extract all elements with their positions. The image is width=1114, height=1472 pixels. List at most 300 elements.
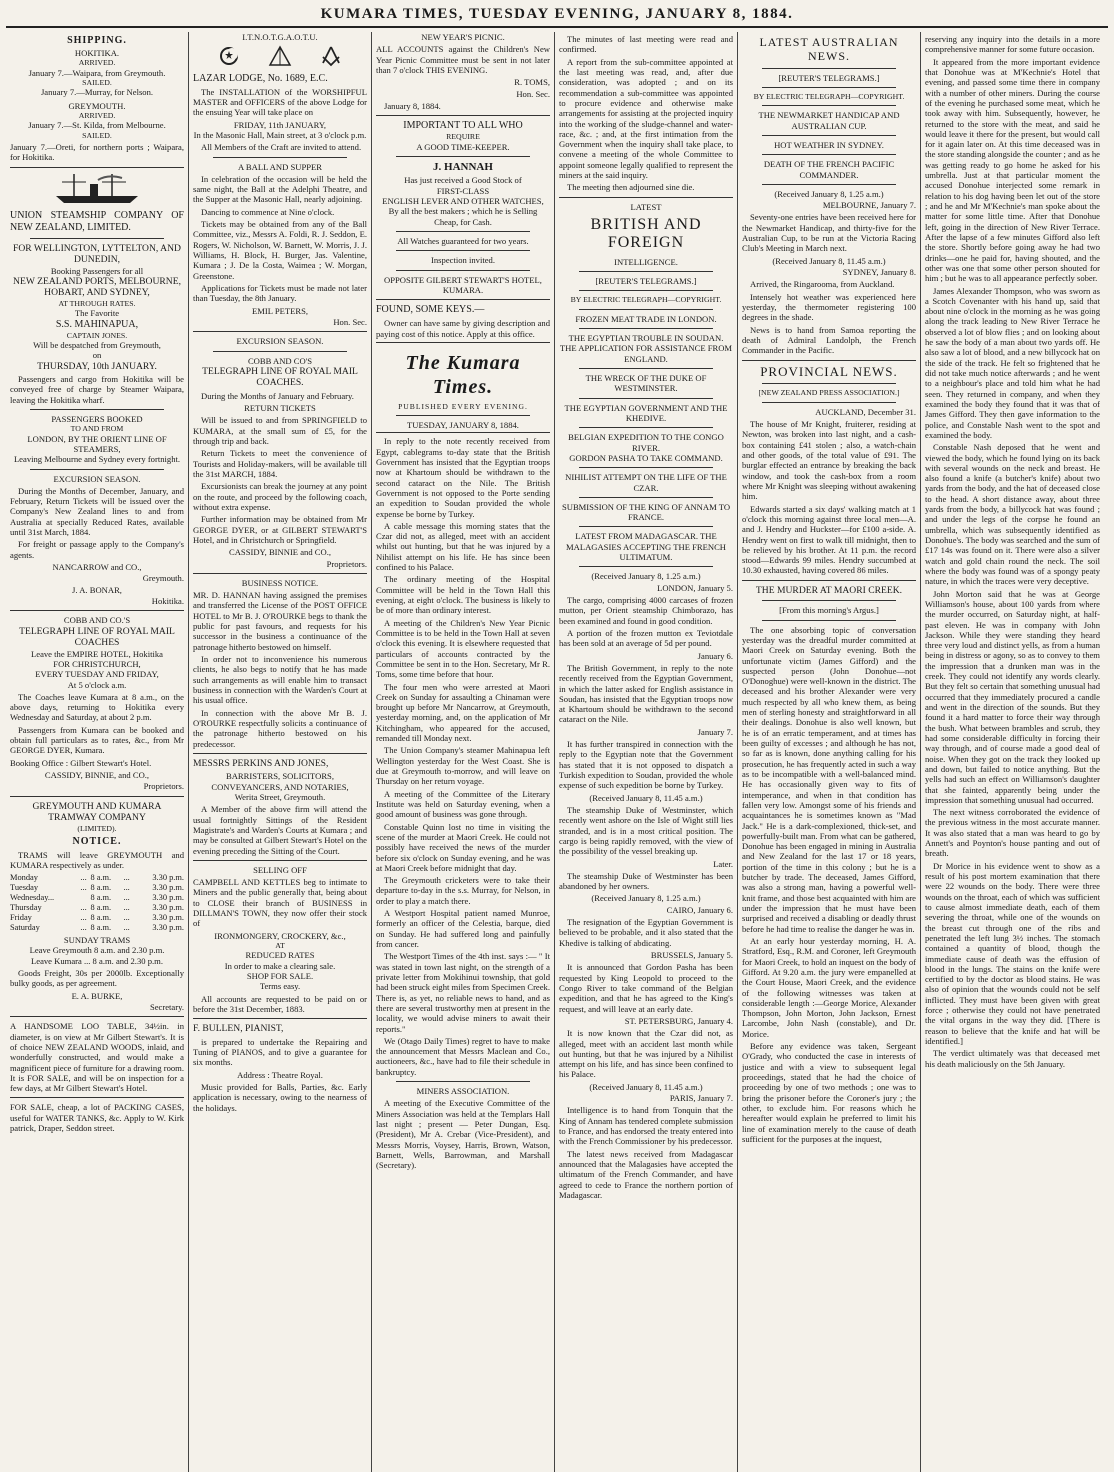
divider [762,383,896,384]
divider [30,238,164,239]
passengers-heading: PASSENGERS BOOKED [51,413,143,424]
tram-row [10,883,184,893]
divider [579,368,713,369]
square-compass-icon [320,45,342,69]
hokitika-sailed: January 7.—Murray, for Nelson. [40,87,154,98]
provincial-heading: PROVINCIAL NEWS. [760,363,898,379]
divider [762,620,896,621]
sailed-label: SAILED. [82,77,112,87]
return-text-3: Excursionists can break the journey at any point on the route, and proceed by the following coach, without extra expense. [193,481,367,512]
excursion-text: During the Months of December, January, and February, Return Tickets will be issued over the Company's New Zealand lines to and from Australia at specially Reduced Rates, available until 31st March, 1884. [10,485,184,538]
divider [579,271,713,272]
pyramid-icon [268,45,292,69]
divider [579,309,713,310]
headline-5: THE EGYPTIAN GOVERNMENT AND THE KHEDIVE. [564,402,728,423]
tram-cell: 3.30 p.m. [152,902,184,912]
editorial-4: A meeting of the Children's New Year Picnic Committee is to be held in the Town Hall at seven o'clock this evening. It is elsewhere requested that particulars of accounts contracted by the Committee be sent in to the Hon. Secretary, Mr R. Toms, some time before that hour. [376,617,550,680]
cassidy-proprietors: Proprietors. [326,558,367,569]
news-4: It has further transpired in connection with the reply to the Egyptian note that the Government has stated that it is not opposed to dispatch a Turkish expedition to Soudan, provided the whole expense of such expedition be borne by Turkey. [559,739,733,791]
editorial-11: The Westport Times of the 4th inst. says :— " It was stated in town last night, on the strength of a private letter from Mokihinui township, that gold had been struck eight miles from Specimen Creek. There is, as yet, no reliable news to hand, and as there are several trustworthy men at present in the locality, we would advise miners to await their reports." [376,951,550,1034]
aus-news-3: Intensely hot weather was experienced here yesterday, the thermometer registering 100 degrees in the shade. [742,291,916,323]
return-text-1: Will be issued to and from SPRINGFIELD to KUMARA, at the small sum of £5, for the through trip and back. [193,415,367,447]
divider [396,415,530,416]
headline-3: THE APPLICATION FOR ASSISTANCE FROM ENGLAND. [559,343,733,364]
headline-7: GORDON PASHA TO TAKE COMMAND. [569,452,723,463]
aus-news-2: Arrived, the Ringarooma, from Auckland. [750,279,895,290]
divider [762,154,896,155]
perkins-jones-heading: MESSRS PERKINS AND JONES, [193,757,329,769]
column-2 [189,32,372,1472]
dateline-paris: PARIS, January 7. [669,1093,733,1104]
news-11: The latest news received from Madagascar announced that the Malagasies have accepted the ultimatum of the French Commander, and have agreed to cede to France the northern portion of Madagascar. [559,1148,733,1200]
lodge-date: FRIDAY, 11th JANUARY, [233,119,327,130]
editorial-12: We (Otago Daily Times) regret to have to make the announcement that Messrs Maclean and Co., auctioneers, &c., have had to file their schedule in bankruptcy. [376,1035,550,1077]
lodge-place: In the Masonic Hall, Main street, at 3 o'clock p.m. [193,129,367,140]
union-captain: CAPTAIN JONES. [66,330,128,340]
cobb2-heading: COBB AND CO'S [247,355,313,366]
tram-cell: ... [80,912,87,922]
greymouth-arrived: January 7.—St. Kilda, from Melbourne. [28,120,166,131]
divider [762,87,896,88]
sunday-kumara: Leave Kumara ... 8 a.m. and 2.30 p.m. [31,955,163,966]
tram-cell: ... [123,902,130,912]
peters-hon-sec: Hon. Sec. [333,316,367,327]
tram-cell: 3.30 p.m. [152,912,184,922]
dateline-brussels: BRUSSELS, January 5. [650,950,733,960]
return-heading: RETURN TICKETS [244,403,316,414]
business-notice-text-1: MR. D. HANNAN having assigned the premises and transferred the License of the POST OFFICE HOTEL to Mr B. J. O'ROURKE begs to thank the public for past favours, and requests for his successor in the business a continuance of the patronage hitherto bestowed on himself. [193,590,367,652]
tram-row [10,873,184,883]
dateline-st-petersburg: ST. PETERSBURG, January 4. [624,1015,733,1026]
news-9: It is now known that the Czar did not, as alleged, meet with an accident last month while out hunting, but that he was injured by a Nihilist attempt on his life, and has since been confined to his Palace. [559,1028,733,1080]
dateline-jan7: January 7. [697,726,733,737]
loo-table-ad: A HANDSOME LOO TABLE, 34½in. in diameter, is on view at Mr Gilbert Stewart's. It is of choice NEW ZEALAND WOODS, inlaid, and wonderfully constructed, and would make a magnificent piece of furniture for a drawing room. It is FOR SALE, and will be on inspection for a few days, at Mr Gilbert Stewart's Hotel. [10,1021,184,1094]
toms-hon-sec: Hon. Sec. [516,88,550,99]
cobb-line: TELEGRAPH LINE OF ROYAL MAIL COACHES [19,625,175,649]
selling-off-heading: SELLING OFF [253,864,307,875]
murder-cont-2: It appeared from the more important evidence that Donohue was at M'Kechnie's Hotel that evening, and passed some time there in company with a number of other miners. During the course of the evening he purchased some meat, which he took away with him. Subsequently, however, he returned to the store with the meat, and said he would leave it there for the present, but would call for it again later on. At this time deceased was in the store standing alongside the counter ; and as he was getting ready to go home he asked for his umbrella. Just at that particular moment the accused Donohue interjected some remark in relation to his dog having been let out of the store ; and he and Mr M'Kechnie's man spoke about the matter for some little time. After that Donohue left, going in the direction of New River Terrace. After the lapse of a few minutes Gifford also left the store. Shortly before going away he had two drinks—one he paid for, having shouted, and the other was one that some other person shouted for him ; but he was to all appearance perfectly sober. [925,56,1100,284]
tram-cell: 8 a.m. [90,912,112,922]
goods-text: Goods Freight, 30s per 2000lb. Exceptionally bulky goods, as per agreement. [10,968,184,989]
divider [10,167,184,168]
tram-cell: Thursday [10,902,42,912]
aus-received-1: (Received January 8, 1.25 a.m.) [774,188,884,199]
paper-title: The Kumara Times. [405,351,521,398]
aus-headline-1: THE NEWMARKET HANDICAP AND AUSTRALIAN CUP. [758,110,900,131]
editorial-9: The Greymouth cricketers were to take their departure to-day in the s.s. Murray, for Nelson, in order to play a match there. [376,875,550,906]
headline-1: FROZEN MEAT TRADE IN LONDON. [575,313,717,324]
passengers-london: LONDON, BY THE ORIENT LINE OF STEAMERS, [27,433,167,454]
return-text-2: Return Tickets to meet the convenience of Tourists and Holiday-makers, will be available till the 31st MARCH, 1884. [193,448,367,479]
murder-cont-6: The next witness corroborated the evidence of the previous witness in the most accurate manner. It was also stated that a man was heard to go by Annett's and Poynton's house panting and out of breath. [925,807,1100,859]
reuter-label-2: [REUTER'S TELEGRAMS.] [778,72,880,83]
union-text: Passengers and cargo from Hokitika will be conveyed free of charge by Steamer Waipara, leaving the Hokitika wharf. [10,374,184,405]
headline-4: THE WRECK OF THE DUKE OF WESTMINSTER. [585,373,707,394]
union-ports: NEW ZEALAND PORTS, MELBOURNE, HOBART, AND SYDNEY, [13,275,181,299]
peters-sign: EMIL PETERS, [251,305,309,316]
tram-cell: Saturday [10,923,40,933]
tram-cell: 3.30 p.m. [152,872,184,882]
tram-row [10,903,184,913]
ball-heading: A BALL AND SUPPER [238,161,322,172]
divider [30,409,164,410]
bullen-address: Address : Theatre Royal. [237,1069,323,1080]
divider [376,115,550,116]
aus-headline-3: DEATH OF THE FRENCH PACIFIC COMMANDER. [763,159,895,180]
selling-off-accounts: All accounts are requested to be paid on or before the 31st December, 1883. [193,993,367,1014]
divider [579,427,713,428]
lodge-invite: All Members of the Craft are invited to attend. [201,142,362,153]
tram-text: TRAMS will leave GREYMOUTH and KUMARA respectively as under. [10,850,184,871]
ball-tickets: Tickets may be obtained from any of the Ball Committee, viz., Messrs A. Foldi, R. J. Seddon, E. Rogers, W. Nicholson, W. Barnett, W. Morris, J. J. Williams, H. Block, H. Burger, Jas. Valentine, Kumara ; J. De la Costa, Waimea ; W. Morgan, Greenstone. [193,219,367,281]
cobb-at: At 5 o'clock a.m. [67,679,127,690]
union-rates: AT THROUGH RATES. [58,298,136,308]
greymouth-heading: GREYMOUTH. [68,100,126,111]
divider [762,184,896,185]
tram-cell: ... [123,882,130,892]
editorial-3: The ordinary meeting of the Hospital Committee will be held in the Town Hall this evening, at eight o'clock. The business is likely to be of more than ordinary interest. [376,574,550,616]
latest-label: LATEST [630,201,662,212]
divider [579,290,713,291]
divider [10,610,184,611]
selling-off-rates: REDUCED RATES [245,950,315,961]
return-text-4: Further information may be obtained from Mr GEORGE DYER, or at GILBERT STEWART'S Hotel, and in Christchurch or Springfield. [193,514,367,545]
murder-cont-7: Dr Morice in his evidence went to show as a result of his post mortem examination that there were 22 wounds on the body. There were three wounds on the throat, each of which was sufficient to cause almost immediate death, each of them severing the throat, while one of the wounds on the breast cut through one of the ribs and penetrated the left lung 3½ inches. The stomach contained a quantity of blood, though the immediate cause of death was the effusion of blood in the lungs. The stains on the knife were certified to by the doctor as blood stains. He was also of opinion that the wounds could not be self inflicted. They must have been given with great force ; otherwise they could not have penetrated the vital organs in the way they did. [There is reason to believe that the knife and hat will be identified.] [925,860,1100,1046]
aus-received-2: (Received January 8, 11.45 a.m.) [772,255,886,266]
divider [579,328,713,329]
divider [10,1016,184,1017]
received-1: (Received January 8, 1.25 a.m.) [591,571,701,582]
bullen-text: is prepared to undertake the Repairing and Tuning of PIANOS, and to give a guarantee for six months. [193,1036,367,1068]
headline-8: NIHILIST ATTEMPT ON THE LIFE OF THE CZAR. [565,472,727,493]
editorial-6: The Union Company's steamer Mahinapua left Wellington yesterday for the West Coast. She is due at Greymouth to-morrow, and will leave on Thursday on her return voyage. [376,745,550,787]
tram-cell: 3.30 p.m. [152,882,184,892]
divider [579,497,713,498]
union-despatch: Will be despatched from Greymouth, [33,339,161,350]
keys-heading: FOUND, SOME KEYS.— [376,304,485,316]
news-5: The steamship Duke of Westminster, which recently went ashore on the Isle of Wight still lies stranded, and is in a most critical position. The cargo is being rapidly removed, with the view of the possibility of the vessel breaking up. [559,804,733,857]
latest-australian-heading: LATEST AUSTRALIAN NEWS. [759,35,899,63]
divider [559,197,733,198]
copyright-label: BY ELECTRIC TELEGRAPH—COPYRIGHT. [570,295,722,305]
tram-cell: 8 a.m. [90,923,112,933]
hokitika-heading: HOKITIKA. [74,48,120,58]
perkins-jones-text: A Member of the above firm will attend the usual fortnightly Sittings of the Resident Magistrate's and Warden's Courts at Kumara ; and may be consulted at Gilbert Stewart's Hotel on the evening preceding the Sitting of the Court. [193,804,367,856]
received-4: (Received January 8, 11.45 a.m.) [589,1081,703,1092]
divider [193,860,367,861]
hannah-guarantee: All Watches guaranteed for two years. [397,236,529,247]
tram-row [10,893,184,903]
perkins-jones-address: Werita Street, Greymouth. [234,791,326,802]
agent-nancarrow: NANCARROW and CO., [52,562,142,573]
divider [376,299,550,300]
union-title: UNION STEAMSHIP COMPANY OF NEW ZEALAND, LIMITED. [10,209,184,233]
tram-cell: 3.30 p.m. [152,892,184,902]
tram-cell [80,893,90,903]
tram-cell: ... [80,923,87,933]
tram-cell: Friday [10,912,32,922]
aus-news-1: Seventy-one entries have been received here for the Newmarket Handicap, and thirty-five for the Australian Cup, to be run at the Victoria Racing Club's Meeting in March next. [742,212,916,254]
hannah-makers: By all the best makers ; which he is Selling Cheap, for Cash. [388,206,538,227]
editorial-8: Constable Quinn lost no time in visiting the scene of the murder at Maori Creek. He could not possibly have received the news of the murder before six o'clock on Sunday evening, and he was at Maori Creek before midnight that day. [376,821,550,873]
shop-for-sale: SHOP FOR SALE. [246,970,314,981]
minutes-2: A report from the sub-committee appointed at the last meeting was read, and, after due consideration, was adopted ; and on its recommendation a sub-committee was appointed to procure evidence and otherwise make arrangements for assisting at the projected inquiry into the working of the sludge-channel and water-race, &c. ; and, at the first intimation from the Government when the inquiry shall take place, to convene a meeting of the whole Committee to appoint someone legally qualified to represent the miners at the said inquiry. [559,56,733,181]
arrived-label: ARRIVED. [78,58,116,68]
editorial-7: A meeting of the Committee of the Literary Institute was held on Saturday evening, when a good amount of business was gone through. [376,788,550,820]
sunday-heading: SUNDAY TRAMS [63,935,131,946]
dateline-auckland: AUCKLAND, December 31. [815,406,916,417]
divider [193,331,367,332]
prov-news-2: Edwards started a six days' walking match at 1 o'clock this morning against three local men—A. and J. Hendry and Huckster—for £100 a-side. A. Hendry went on first to walk till midnight, then to be relieved by his brother. At 11 p.m. the record stood—Edwards 99 miles. Hendry succumbed at 10.30 exhausted, having covered 86 miles. [742,503,916,576]
agent-bonar-town: Hokitika. [151,595,184,606]
hannah-inspection: Inspection invited. [431,255,495,266]
selling-off-order: In order to make a clearing sale. [224,960,336,971]
news-1: The cargo, comprising 4000 carcases of frozen mutton, per Orient steamship Chimborazo, has been examined and found in good condition. [559,595,733,626]
picnic-text: ALL ACCOUNTS against the Children's New Year Picnic Committee must be sent in not later than 7 o'clock THIS EVENING. [376,44,550,75]
divider [193,753,367,754]
cobb-days: EVERY TUESDAY AND FRIDAY, [35,669,159,680]
hannah-text: Has just received a Good Stock of [404,175,522,186]
hannah-name: J. HANNAH [433,160,493,173]
divider [762,402,896,403]
business-notice-text-3: In connection with the above Mr B. J. O'ROURKE respectfully solicits a continuance of the patronage hitherto bestowed on his predecessor. [193,707,367,749]
cobb-office: Booking Office : Gilbert Stewart's Hotel. [10,757,152,768]
divider [762,68,896,69]
divider [579,526,713,527]
divider [396,250,530,251]
aus-headline-2: HOT WEATHER IN SYDNEY. [774,139,884,150]
murder-text-2: At an early hour yesterday morning, H. A. Stratford, Esq., R.M. and Coroner, left Greymouth for Maori Creek, to hold an inquest on the body of Gifford. At 9.20 a.m. the jury were empanelled at the Court House, Maori Creek, and the evidence of the following witnesses was taken at considerable length :—George Morice, Alexander Thompson, John Morton, John Jackson, Ernest Larcombe, John Nash (constable), and Dr. Morice. [742,935,916,1039]
burke-sign: E. A. BURKE, [71,990,123,1001]
tram-cell: ... [123,892,130,902]
tram-cell: ... [80,902,87,912]
editorial-10: A Westport Hospital patient named Munroe, formerly an officer of the Celestia, barque, died on Sunday. He had suffered long and painfully from cancer. [376,908,550,950]
tram-cell: 8 a.m. [90,892,112,902]
union-for: FOR WELLINGTON, LYTTELTON, AND DUNEDIN, [13,242,181,266]
tram-row [10,923,184,933]
murder-cont-1: reserving any inquiry into the details in a more comprehensive manner for some future occasion. [925,34,1100,55]
news-3: The British Government, in reply to the note recently received from the Egyptian Government, in which the latter asked for English assistance in Soudan, has insisted that the Egyptian troops now at Khartoum should be withdrawn to the second cataract on the Nile. [559,662,733,725]
divider [193,573,367,574]
burke-secretary: Secretary. [149,1001,184,1012]
dateline-melbourne: MELBOURNE, January 7. [822,200,916,211]
hokitika-arrived: January 7.—Waipara, from Greymouth. [28,67,166,78]
headline-6: BELGIAN EXPEDITION TO THE CONGO RIVER. [568,432,724,453]
bullen-music: Music provided for Balls, Parties, &c. Early application is necessary, owing to the nearness of the holidays. [193,1081,367,1113]
lodge-text: The INSTALLATION of the WORSHIPFUL MASTER and OFFICERS of the above Lodge for the ensuing Year will take place on [193,86,367,118]
ball-dancing: Dancing to commence at Nine o'clock. [201,206,335,217]
shipping-heading: SHIPPING. [67,35,127,46]
prov-news-1: The house of Mr Knight, fruiterer, residing at Newton, was broken into last night, and a cash-box containing £41 stolen ; also, a watch-chain and other goods, of the total value of £91. The burglar effected an entrance by breaking the back window, and took the cash-box from a room where Mr Knight was sleeping without awakening him. [742,419,916,502]
cobb-proprietors: Proprietors. [143,781,184,792]
tram-cell: ... [123,923,130,933]
passengers-to: TO AND FROM [70,424,124,434]
sunday-greymouth: Leave Greymouth 8 a.m. and 2.30 p.m. [29,945,165,956]
minutes-3: The meeting then adjourned sine die. [567,182,695,193]
paper-title-block [376,342,550,433]
column-6 [921,32,1104,1472]
divider [10,1097,184,1098]
steamship-icon [10,172,184,206]
news-7: The resignation of the Egyptian Government is believed to be probable, and it also stated that the Khedive is talking of abdicating. [559,917,733,948]
divider [742,360,916,361]
tramway-limited: (LIMITED). [77,823,117,833]
greymouth-sailed: January 7.—Oreti, for northern ports ; Waipara, for Hokitika. [10,141,184,163]
passengers-leave: Leaving Melbourne and Sydney every fortnight. [13,454,181,465]
murder-cont-3: James Alexander Thompson, who was sworn as a Scotch Covenanter with his hand up, said that about nine o'clock in the morning as he was going along the track leading to New River Terrace he observed a lot of blow flies ; and on looking about he saw the body of a man about two yards off. He also saw a lot of blood, and a new billycock hat on the side of the track. He felt so frightened that he did not take much notice afterwards ; and he went to a neighbour's place and told him what he had seen. They returned in company, and when they examined the body they found that it was that of James Gifford. They then gave information to the police, and Constable Nash went to the spot and examined the body. [925,285,1100,440]
argus-source: [From this morning's Argus.] [779,605,879,616]
divider [762,105,896,106]
tram-cell: ... [80,872,87,882]
dateline-cairo: CAIRO, January 6. [666,904,733,915]
divider [762,135,896,136]
toms-sign: R. TOMS, [514,77,550,88]
news-8: It is announced that Gordon Pasha has been requested by King Leopold to proceed to the Congo River to take command of the Belgian expedition, and that he has agreed to the King's request, and will leave at an early date. [559,962,733,1014]
lodge-title: I.T.N.O.T.G.A.O.T.U. [242,32,318,42]
union-ship: S.S. MAHINAPUA, [55,318,139,330]
cobb-leave: Leave the EMPIRE HOTEL, Hokitika [31,648,163,659]
murder-heading: THE MURDER AT MAORI CREEK. [755,584,903,596]
tram-cell: 8 a.m. [90,882,112,892]
business-notice-text-2: In order not to inconvenience his numerous clients, he also begs to notify that he has made such arrangements as will enable him to transact business in connection with the Warden's Court at his usual office. [193,654,367,706]
excursion-heading: EXCURSION SEASON. [53,473,141,484]
star-crescent-icon [218,45,240,69]
union-on: on [92,350,102,361]
agent-bonar: J. A. BONAR, [72,584,122,595]
tram-cell: ... [123,872,130,882]
picnic-date: January 8, 1884. [384,100,441,111]
agent-nancarrow-town: Greymouth. [142,573,184,584]
tram-cell: 8 a.m. [90,902,112,912]
tram-timetable [10,873,184,933]
published-line: PUBLISHED EVERY EVENING. [398,401,528,411]
tram-cell: 3.30 p.m. [152,923,184,933]
divider [579,398,713,399]
selling-off-text: CAMPBELL AND KETTLES beg to intimate to Miners and the public generally that, being about to CLOSE their branch of BUSINESS in DILLMAN'S TOWN, they now offer their stock of [193,877,367,929]
hannah-first-class: FIRST-CLASS [436,185,490,196]
reuter-label: [REUTER'S TELEGRAMS.] [595,276,697,287]
cobb-sign: CASSIDY, BINNIE, and CO., [44,770,150,781]
aus-news-4: News is to hand from Samoa reporting the death of Admiral Landolph, the French Commander in the Pacific. [742,324,916,356]
received-2: (Received January 8, 11.45 a.m.) [589,792,703,803]
notice-heading: NOTICE. [72,836,122,847]
divider [762,600,896,601]
excursion2-heading: EXCURSION SEASON. [236,336,324,347]
tramway-heading: GREYMOUTH AND KUMARA TRAMWAY COMPANY [32,800,162,824]
divider [213,351,347,352]
union-booking: Booking Passengers for all [50,265,144,276]
picnic-heading: NEW YEAR'S PICNIC. [421,32,505,42]
cobb-for: FOR CHRISTCHURCH, [53,658,141,669]
divider [213,157,347,158]
freight-text: For freight or passage apply to the Company's agents. [10,539,184,560]
column-3 [372,32,555,1472]
divider [396,156,530,157]
editorial-2: A cable message this morning states that the Czar did not, as alleged, meet with an accident whilst out hunting, but that he was injured by a Nihilist attempt on his life. He has since been confined to his Palace. [376,520,550,573]
selling-off-at: AT [275,941,285,950]
received-3: (Received January 8, 1.25 a.m.) [591,893,701,904]
ball-text: In celebration of the occasion will be held the same night, the Ball at the Adelphi Theatre, and the Supper at the Masonic Hall, nearly adjoining. [193,173,367,205]
murder-cont-8: The verdict ultimately was that deceased met his death maliciously on the 5th January. [925,1048,1100,1069]
cobb2-line: TELEGRAPH LINE OF ROYAL MAIL COACHES. [202,365,358,389]
divider [30,469,164,470]
divider [396,270,530,271]
minutes-1: The minutes of last meeting were read and confirmed. [559,34,733,55]
column-5 [738,32,921,1472]
murder-text-1: The one absorbing topic of conversation yesterday was the dreadful murder committed at Maori Creek on Saturday evening. Both the unfortunate victim (James Gifford) and the suspected person (John Donohue—not O'Donoghue) were well-known in the district. The deceased and his brother Alexander were very much respected by all who knew them, as being men of sterling honesty and straightforward in all their dealings. Donohue is also well known, but he is of an erratic temperament, and at times has been guilty of excesses ; and although he has not, so far as is known, done anything calling for his prosecution, he has frequently acted in such a way as to be incompatible with a well-balanced mind. He has occasionally given way to fits of intemperance, and when in that condition has fallen very low. Amongst some of his friends and acquaintances he is sometimes known as "Mad Jack." He is a dark-complexioned, thick-set, and powerfully-built man. From what can be gathered, Donohue has been engaged in mining in Australia and New Zealand for the last 17 or 18 years, portion of the time in this colony ; but he is a butcher by trade. The deceased, James Gifford, was also a strong man, having a powerful well-knit frame, and those best acquainted with him are under the impression that he must have been surprised and received a disabling or deadly thrust before he had time to realise the danger he was in. [742,624,916,934]
perkins-jones-sub: BARRISTERS, SOLICITORS, CONVEYANCERS, AND NOTARIES, [211,771,349,792]
column-4 [555,32,738,1472]
packing-cases-ad: FOR SALE, cheap, a lot of PACKING CASES, useful for WATER TANKS, &c. Apply to W. Kirk patrick, Draper, Seddon street. [10,1102,184,1134]
headline-9: SUBMISSION OF THE KING OF ANNAM TO FRANCE. [561,501,731,523]
masthead: KUMARA TIMES, TUESDAY EVENING, JANUARY 8, 1884. [6,6,1108,28]
tram-row [10,913,184,923]
miners-text: A meeting of the Executive Committee of the Miners Association was held at the Templars Hall last night ; present — Peter Dungan, Esq. (President), Mr A. Crebar (Vice-President), and Messrs Morris, Voysey, Harris, Brown, Watson, Barnett, Wells, Barrowman, and Marshall (Secretary). [376,1098,550,1171]
important-keeper: A GOOD TIME-KEEPER. [416,141,510,152]
murder-cont-4: Constable Nash deposed that he went and viewed the body, which he found lying on its back with several wounds on the neck and breast. He also found a knife (a butcher's knife) about two yards from the body, and the hat of deceased close to the head. A short distance away, about three yards from the body, a billycock hat was found ; and under the legs of the corpse he found an umbrella, which was subsequently identified as Donohue's. The body was searched and the sum of £17 14s was found on it. There were also a silver watch and gold chain round the neck. The soil where the body was found was of a spongy peaty nature, in which the traces were very deceptive. [925,442,1100,587]
miners-heading: MINERS ASSOCIATION. [416,1086,510,1097]
british-foreign-heading: BRITISH AND FOREIGN [590,216,702,252]
cobb2-during: During the Months of January and February. [201,390,354,401]
divider [579,566,713,567]
news-10: Intelligence is to hand from Tonquin that the King of Annam has tendered complete submission to France, and has endorsed the treaty entered into with the French Commissioner by his predecessor. [559,1105,733,1147]
cobb-heading: COBB AND CO.'S [63,615,131,626]
tram-cell: ... [123,912,130,922]
divider [396,1081,530,1082]
divider [10,796,184,797]
press-association: [NEW ZEALAND PRESS ASSOCIATION.] [758,388,900,398]
lodge-emblems [193,45,367,69]
lodge-name: LAZAR LODGE, No. 1689, E.C. [193,72,328,84]
copyright-label-2: BY ELECTRIC TELEGRAPH—COPYRIGHT. [753,91,905,101]
important-heading: IMPORTANT TO ALL WHO [403,120,523,132]
hannah-address: OPPOSITE GILBERT STEWART'S HOTEL, KUMARA. [384,274,542,295]
headline-2: THE EGYPTIAN TROUBLE IN SOUDAN. [568,333,724,344]
editorial-5: The four men who were arrested at Maori Creek on Sunday for assaulting a Chinaman were brought up before Mr Nancarrow, at Greymouth, yesterday morning, and, on the application of Mr Kitchingham, who appeared for the accused, remanded till Monday next. [376,681,550,744]
bullen-heading: F. BULLEN, PIANIST, [193,1023,284,1035]
important-require: REQUIRE [446,132,480,142]
tram-cell: Monday [10,872,38,882]
ball-applications: Applications for Tickets must be made not later than Tuesday, the 8th January. [193,282,367,304]
arrived-label-2: ARRIVED. [78,110,116,120]
editorial-1: In reply to the note recently received from Egypt, cablegrams to-day state that the British Government has insisted that the Egyptian troops now at Khartoum should be withdrawn to the second cataract on the Nile. The British Government is not opposed to the Porte sending an expedition to Soudan provided the whole expense be borne by Turkey. [376,436,550,519]
union-date: THURSDAY, 10th JANUARY. [37,360,157,372]
sailed-label-2: SAILED. [82,130,112,140]
murder-text-3: Before any evidence was taken, Sergeant O'Grady, who conducted the case in interests of justice and with a view to subsequent legal proceedings, stated that he had the choice of proceeding by one of two methods ; one was to bring the prisoner before the Coroner's jury ; the other, to exclude him. For reasons which he hereafter would explain he preferred to limit his line of examination merely to the cause of death sufficient for the purposes at the inquest, [742,1041,916,1144]
terms-easy: Terms easy. [259,981,301,992]
column-1 [6,32,189,1472]
headline-10: LATEST FROM MADAGASCAR. THE MALAGASIES ACCEPTING THE FRENCH ULTIMATUM. [565,531,727,563]
union-favorite: The Favorite [74,308,120,319]
divider [742,580,916,581]
news-6: The steamship Duke of Westminster has been abandoned by her owners. [559,870,733,892]
dateline-jan6: January 6. [697,650,733,661]
keys-text: Owner can have same by giving description and paying cost of this notice. Apply at this office. [376,318,550,339]
divider [396,231,530,232]
cobb-text-1: The Coaches leave Kumara at 8 a.m., on the above days, returning to Hokitika every Wednesday and Saturday, at about 2 p.m. [10,691,184,723]
business-notice-heading: BUSINESS NOTICE. [241,577,319,588]
dateline-sydney: SYDNEY, January 8. [842,267,916,277]
tram-cell: Wednesday... [10,892,55,902]
tram-cell: Tuesday [10,882,39,892]
intelligence-heading: INTELLIGENCE. [614,256,678,267]
dateline-london: LONDON, January 5. [657,582,733,593]
dateline: TUESDAY, JANUARY 8, 1884. [407,420,519,431]
tram-cell: ... [80,882,87,892]
dateline-later: Later. [713,858,733,869]
tram-cell: 8 a.m. [90,872,112,882]
hannah-watches: ENGLISH LEVER AND OTHER WATCHES, [382,196,544,207]
